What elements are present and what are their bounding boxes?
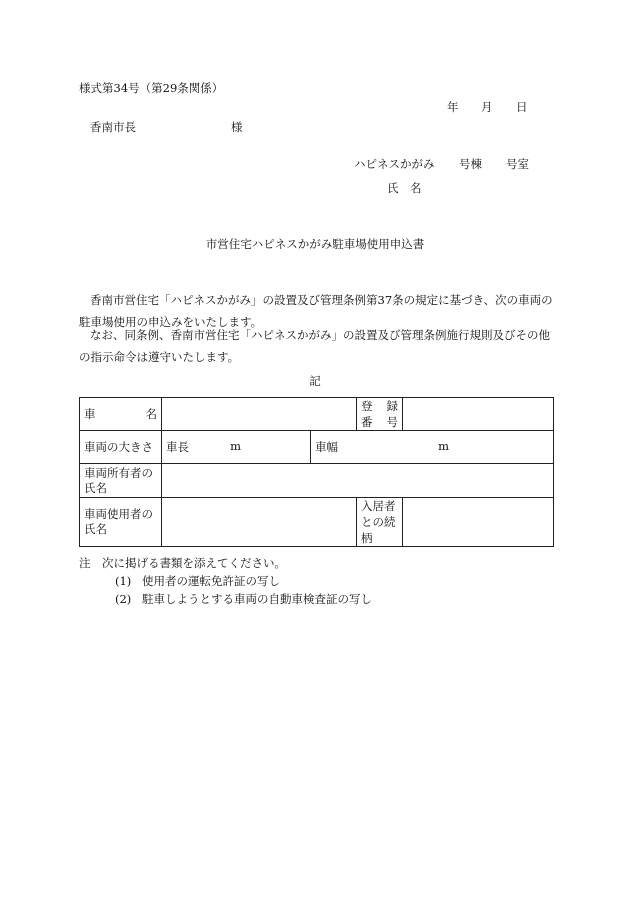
note-item-text: 駐車しようとする車両の自動車検査証の写し	[142, 592, 372, 606]
owner-label: 車両所有者の氏名	[84, 465, 153, 495]
notes-lead: 注 次に掲げる書類を添えてください。	[79, 556, 286, 570]
body-paragraph-2: なお、同条例、香南市営住宅「ハピネスかがみ」の設置及び管理条例施行規則及びその他の指示命令は遵守いたします。	[79, 328, 550, 364]
car-name-label: 車 名	[84, 407, 157, 421]
note-item-number: (2)	[115, 592, 132, 606]
width-cell[interactable]	[311, 431, 554, 464]
table-row	[80, 498, 554, 547]
car-name-label-cell	[80, 398, 162, 431]
relation-value-cell[interactable]	[403, 498, 554, 547]
width-unit: m	[438, 439, 449, 453]
application-table	[79, 397, 554, 547]
date-day-label: 日	[516, 100, 528, 114]
document-title: 市営住宅ハピネスかがみ駐車場使用申込書	[205, 237, 425, 251]
note-item-text: 使用者の運転免許証の写し	[142, 574, 280, 588]
user-label-cell	[80, 498, 162, 547]
registration-value-cell[interactable]	[403, 398, 554, 431]
size-label: 車両の大きさ	[84, 440, 153, 454]
registration-label: 登 録 番 号	[361, 399, 410, 429]
size-label-cell	[80, 431, 162, 464]
owner-label-cell	[80, 464, 162, 498]
note-item-number: (1)	[115, 574, 132, 588]
owner-value-cell[interactable]	[162, 464, 554, 498]
user-label: 車両使用者の氏名	[84, 507, 153, 536]
date-year-label: 年	[447, 100, 459, 114]
room-label: 号室	[506, 157, 529, 171]
car-name-value-cell[interactable]	[162, 398, 357, 431]
registration-label-cell	[357, 398, 410, 431]
table-row	[80, 398, 554, 431]
body-paragraph-1: 香南市営住宅「ハピネスかがみ」の設置及び管理条例第37条の規定に基づき、次の車両の駐車場使用の申込みをいたします。	[79, 293, 553, 329]
relation-label-cell	[357, 498, 403, 547]
addressee: 香南市長	[90, 120, 136, 134]
user-value-cell[interactable]	[162, 498, 357, 547]
length-unit: m	[230, 439, 241, 453]
table-row	[80, 431, 554, 464]
date-month-label: 月	[481, 100, 493, 114]
applicant-name-label: 氏 名	[387, 181, 422, 195]
length-label: 車長	[166, 440, 189, 454]
width-label: 車幅	[315, 440, 338, 454]
form-number: 様式第34号（第29条関係）	[79, 81, 224, 95]
building-label: ハピネスかがみ	[354, 157, 435, 171]
relation-label: 入居者との続柄	[361, 499, 396, 545]
table-row	[80, 464, 554, 498]
length-cell[interactable]	[162, 431, 311, 464]
building-no-label: 号棟	[459, 157, 482, 171]
ki-label: 記	[309, 374, 321, 388]
addressee-suffix: 様	[231, 120, 243, 134]
